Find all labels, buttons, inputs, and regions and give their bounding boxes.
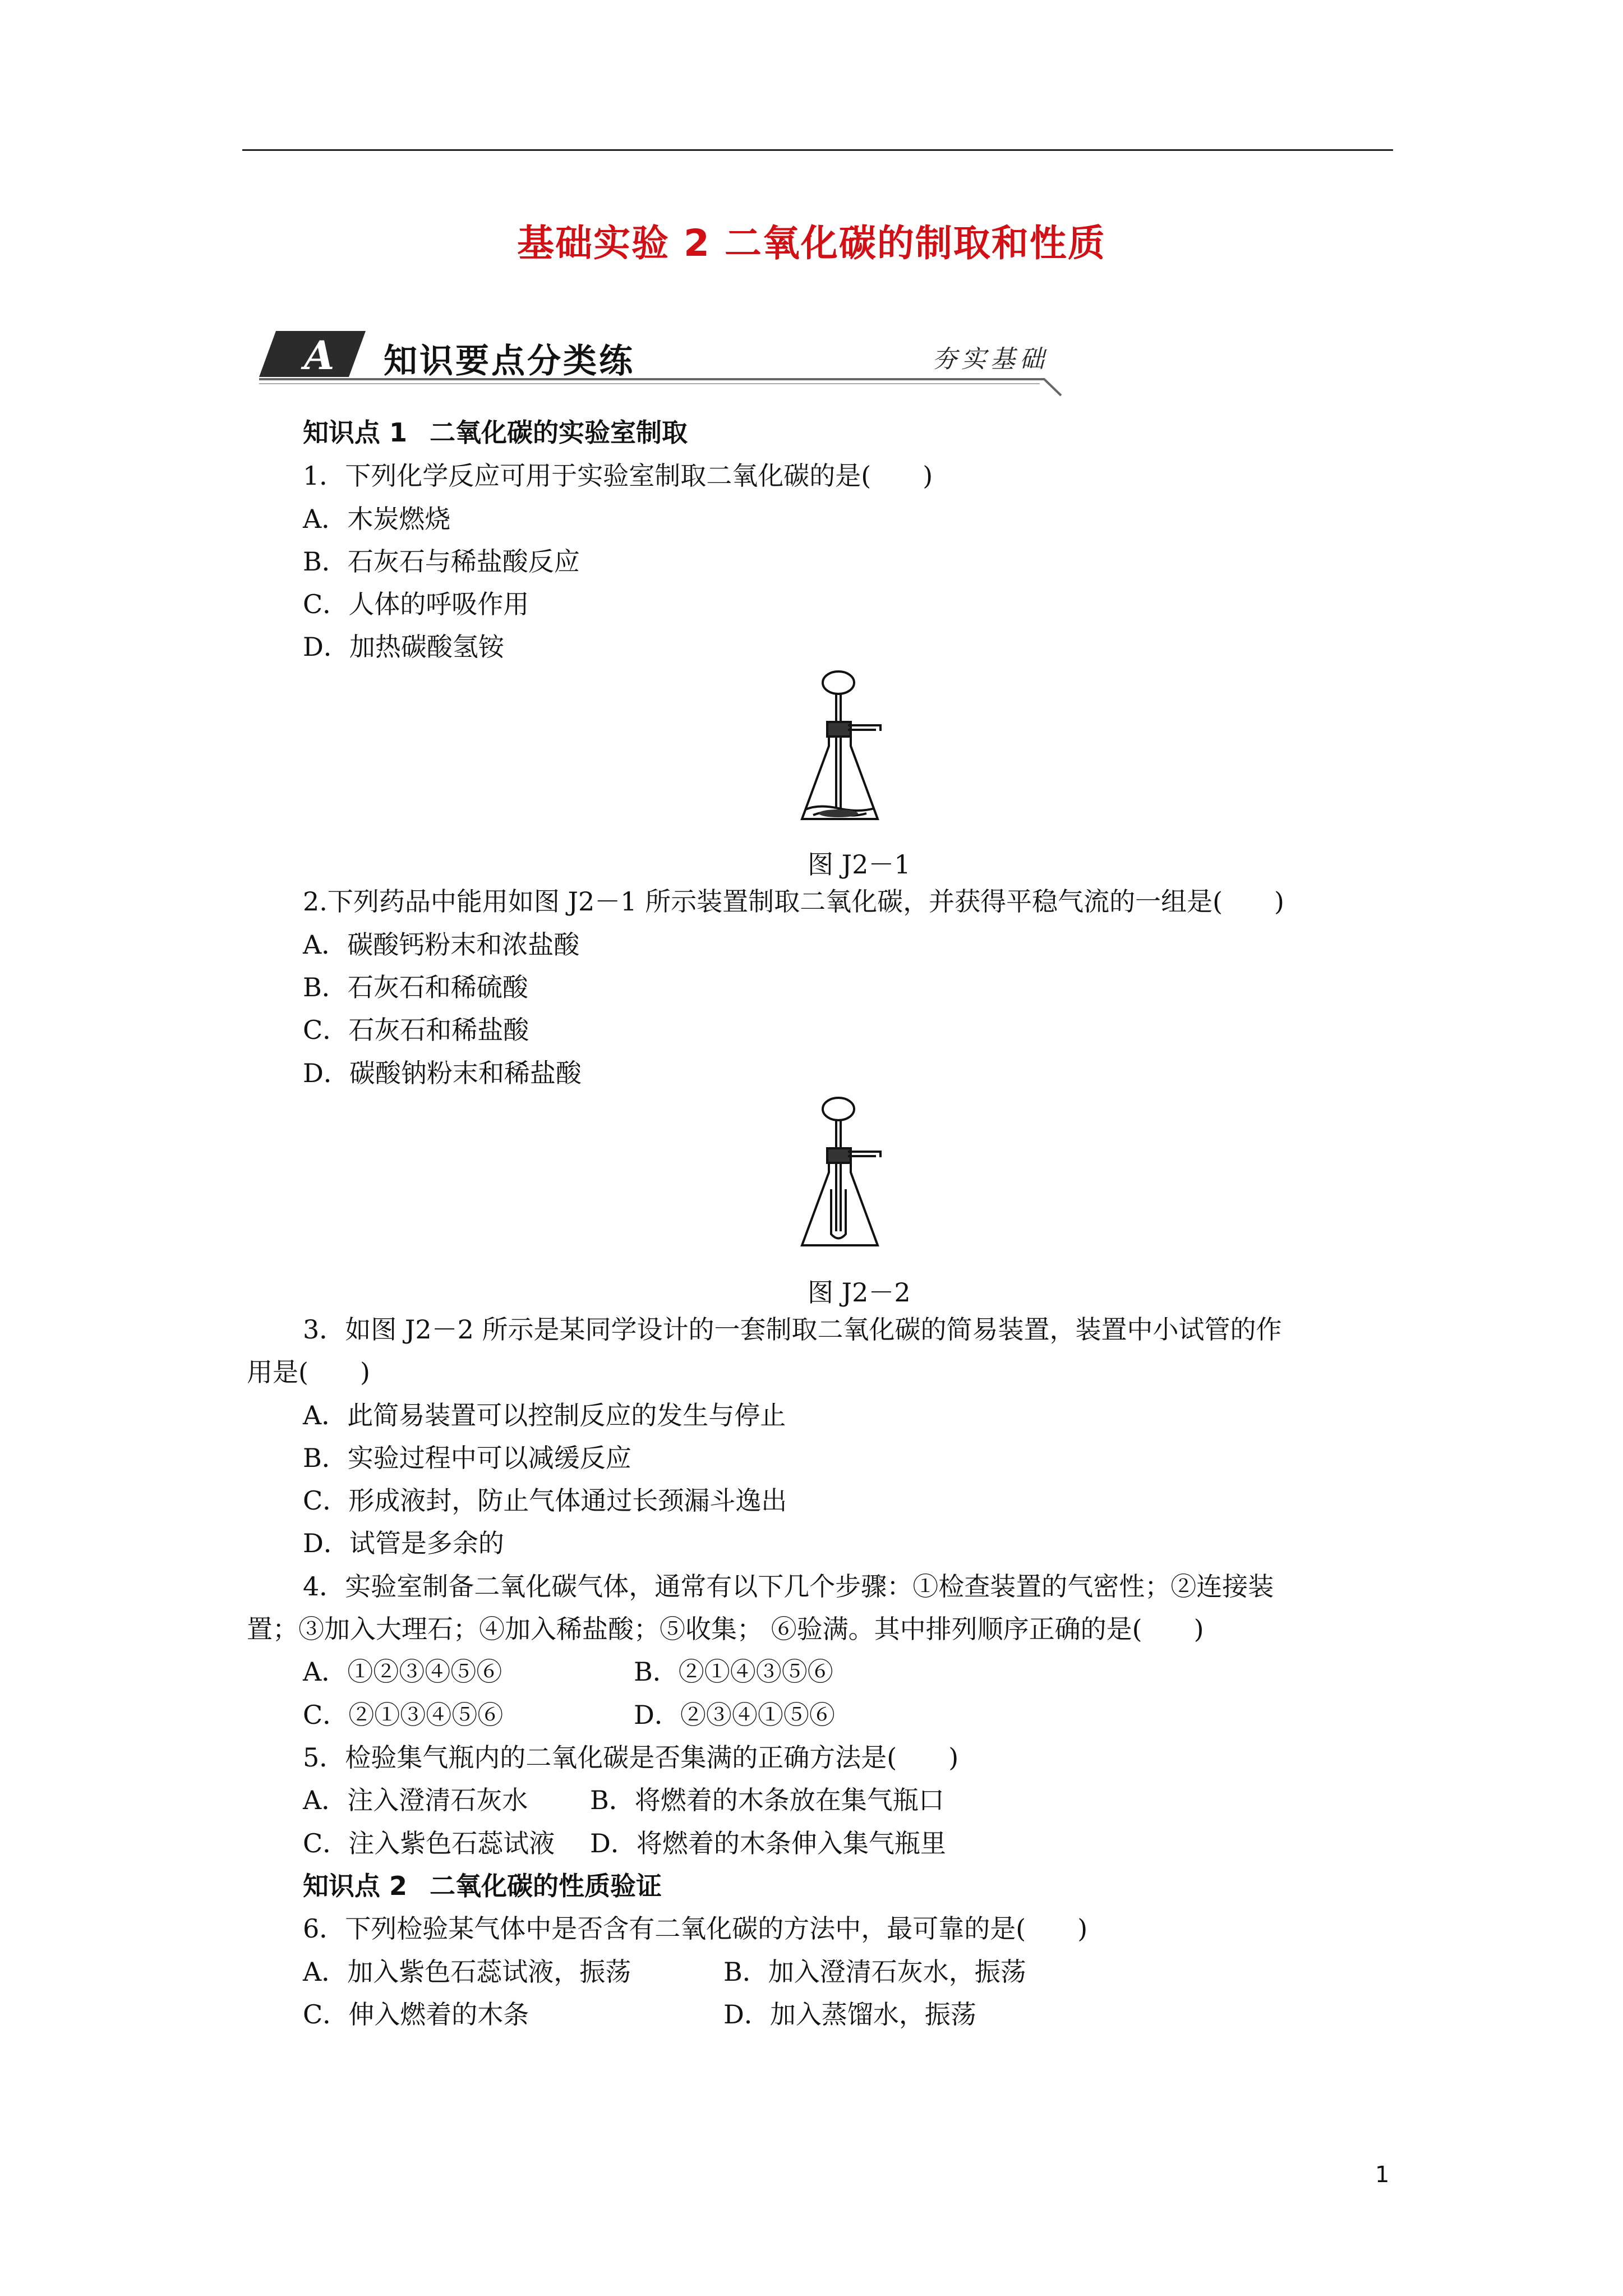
q2-option-c: C．石灰石和稀盐酸 <box>303 1015 529 1045</box>
flask-apparatus-2-icon <box>796 1097 909 1265</box>
q6-stem: 6．下列检验某气体中是否含有二氧化碳的方法中，最可靠的是( ) <box>303 1913 1088 1944</box>
section2-name: 二氧化碳的性质验证 <box>430 1871 662 1901</box>
section1-label: 知识点 1 <box>303 417 408 448</box>
q3-option-b: B．实验过程中可以减缓反应 <box>303 1443 631 1473</box>
flask-apparatus-1-icon <box>796 670 909 839</box>
q6-option-b: B．加入澄清石灰水，振荡 <box>723 1957 1026 1987</box>
q4-stem-line2: 置；③加入大理石；④加入稀盐酸；⑤收集； ⑥验满。其中排列顺序正确的是( ) <box>247 1614 1204 1644</box>
page-title: 基础实验 2 二氧化碳的制取和性质 <box>517 222 1106 265</box>
q5-option-c: C．注入紫色石蕊试液 <box>303 1828 555 1858</box>
page-number: 1 <box>1375 2162 1390 2188</box>
q5-stem: 5．检验集气瓶内的二氧化碳是否集满的正确方法是( ) <box>303 1742 959 1773</box>
fig1-caption: 图 J2－1 <box>808 849 911 880</box>
q5-option-a: A．注入澄清石灰水 <box>303 1785 528 1815</box>
section-banner <box>259 325 1072 404</box>
q1-option-d: D．加热碳酸氢铵 <box>303 632 504 662</box>
q2-option-d: D．碳酸钠粉末和稀盐酸 <box>303 1058 582 1088</box>
q1-option-a: A．木炭燃烧 <box>303 504 451 534</box>
q6-option-d: D．加入蒸馏水，振荡 <box>723 1999 976 2030</box>
q4-option-d: D．②③④①⑤⑥ <box>634 1700 835 1730</box>
banner-label: 知识要点分类练 <box>384 342 635 381</box>
q4-stem-line1: 4．实验室制备二氧化碳气体，通常有以下几个步骤：①检查装置的气密性；②连接装 <box>303 1571 1274 1602</box>
header-rule <box>242 149 1393 151</box>
q5-option-b: B．将燃着的木条放在集气瓶口 <box>590 1785 944 1815</box>
fig2-caption: 图 J2－2 <box>808 1277 911 1308</box>
q3-stem-line2: 用是( ) <box>247 1357 370 1387</box>
q4-option-a: A．①②③④⑤⑥ <box>303 1657 502 1687</box>
banner-icon-letter: A <box>304 332 335 379</box>
section1-heading <box>303 417 688 448</box>
q5-option-d: D．将燃着的木条伸入集气瓶里 <box>590 1828 946 1858</box>
q1-stem: 1．下列化学反应可用于实验室制取二氧化碳的是( ) <box>303 461 933 491</box>
q3-stem-line1: 3．如图 J2－2 所示是某同学设计的一套制取二氧化碳的简易装置，装置中小试管的作 <box>303 1314 1282 1345</box>
section1-name: 二氧化碳的实验室制取 <box>430 417 688 448</box>
q3-option-c: C．形成液封，防止气体通过长颈漏斗逸出 <box>303 1485 787 1516</box>
q1-option-c: C．人体的呼吸作用 <box>303 589 529 619</box>
banner-tag: 夯实基础 <box>932 345 1049 374</box>
section2-heading <box>303 1873 662 1899</box>
q3-option-d: D．试管是多余的 <box>303 1528 504 1558</box>
q2-option-b: B．石灰石和稀硫酸 <box>303 972 528 1002</box>
section2-label: 知识点 2 <box>303 1871 408 1901</box>
q6-option-c: C．伸入燃着的木条 <box>303 1999 529 2030</box>
q3-option-a: A．此简易装置可以控制反应的发生与停止 <box>303 1400 786 1430</box>
q1-option-b: B．石灰石与稀盐酸反应 <box>303 546 580 577</box>
q4-option-b: B．②①④③⑤⑥ <box>634 1657 833 1687</box>
q6-option-a: A．加入紫色石蕊试液，振荡 <box>303 1957 631 1987</box>
q2-stem: 2.下列药品中能用如图 J2－1 所示装置制取二氧化碳，并获得平稳气流的一组是( ) <box>303 886 1284 917</box>
q4-option-c: C．②①③④⑤⑥ <box>303 1700 504 1730</box>
q2-option-a: A．碳酸钙粉末和浓盐酸 <box>303 930 580 960</box>
